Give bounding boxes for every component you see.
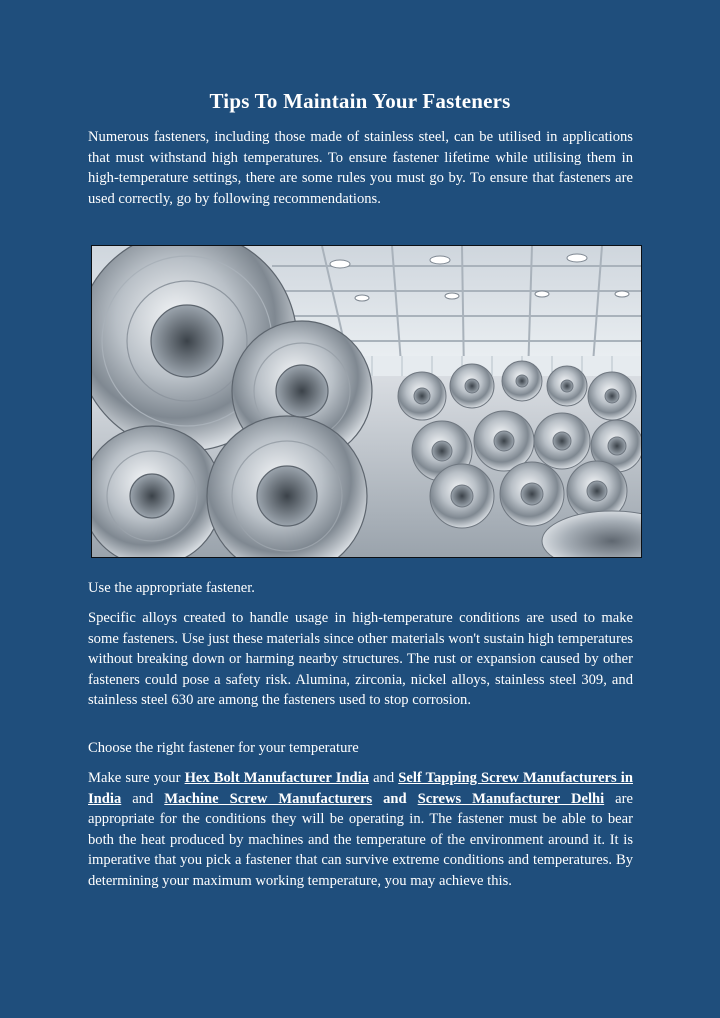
page-title: Tips To Maintain Your Fasteners	[209, 89, 511, 113]
section2-body	[88, 768, 633, 891]
section1-heading: Use the appropriate fastener.	[88, 580, 255, 596]
screws-manufacturer-delhi-link[interactable]: Screws Manufacturer Delhi	[417, 790, 605, 807]
section2-lead: Make sure your	[88, 770, 185, 786]
intro-paragraph: Numerous fasteners, including those made of stainless steel, can be utilised in applications that must withstand high temperatures. To ensure fastener lifetime while utilising them in high-temperature settings, there are some rules you must go by. To ensure that fasteners are used correctly, go by following recommendations.	[88, 129, 633, 207]
self-tapping-screw-link[interactable]: Self Tapping Screw Manufacturers in India	[88, 770, 633, 807]
section2-rest: are appropriate for the conditions they will be operating in. The fastener must be able to bear both the heat produced by machines and the temperature of the environment around it. It is imperative that you pick a fastener that can survive extreme conditions and temperatures. By determining your maximum working temperature, you may achieve this.	[88, 790, 633, 889]
section1-body: Specific alloys created to handle usage in high-temperature conditions are used to make some fasteners. Use just these materials since other materials won't sustain high temperatures without breaking down or harming nearby structures. The rust or expansion caused by other fasteners could pose a safety risk. Alumina, zirconia, nickel alloys, stainless steel 309, and stainless steel 630 are among the fasteners used to stop corrosion.	[88, 610, 633, 708]
hex-bolt-link[interactable]: Hex Bolt Manufacturer India	[184, 770, 369, 786]
section2-and-1: and	[368, 770, 399, 786]
machine-screw-link[interactable]: Machine Screw Manufacturers	[164, 790, 373, 807]
section2-heading: Choose the right fastener for your temperature	[88, 740, 359, 756]
section2-and-3: and	[372, 790, 418, 807]
section2-and-2: and	[121, 790, 165, 807]
steel-coils-photo	[91, 245, 642, 558]
